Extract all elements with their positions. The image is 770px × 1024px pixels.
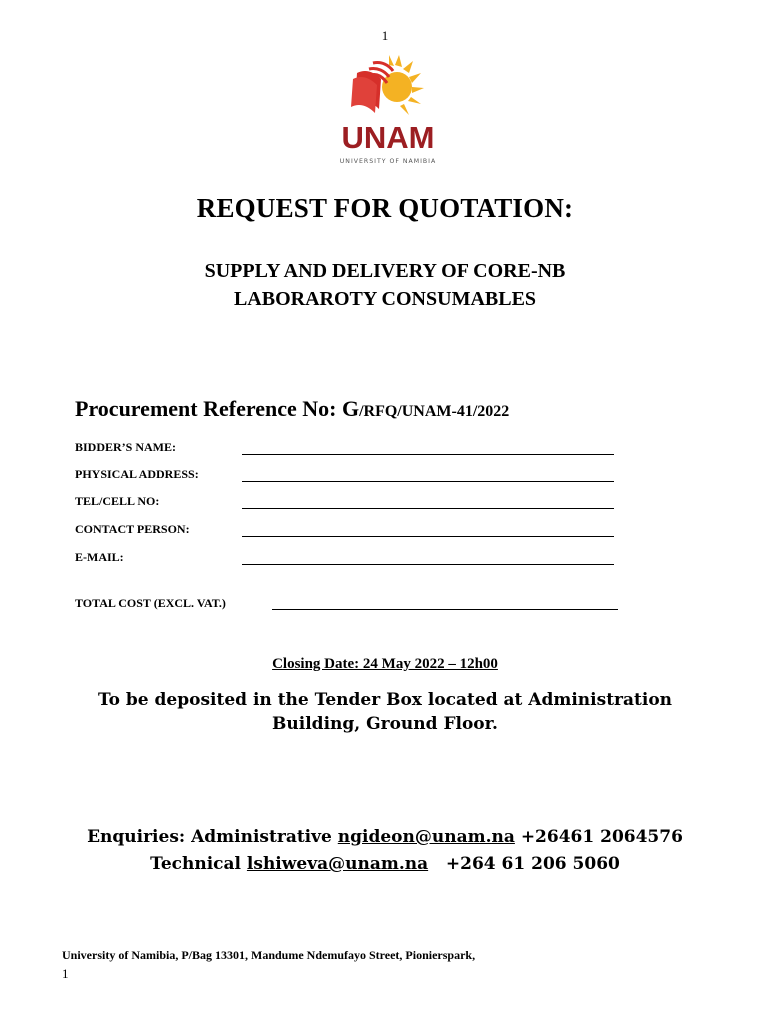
admin-phone: +26461 2064576: [520, 827, 683, 847]
deposit-instructions: [0, 688, 770, 736]
document-subtitle: [0, 257, 770, 313]
procurement-reference-code: /RFQ/UNAM-41/2022: [359, 403, 510, 420]
logo-name: UNAM: [341, 120, 435, 155]
unam-emblem-icon: [333, 55, 443, 167]
deposit-line-2: Building, Ground Floor.: [272, 714, 498, 734]
enquiries-tech-line: [0, 851, 770, 878]
tel-cell-line[interactable]: [242, 507, 614, 509]
closing-date-text: Closing Date: 24 May 2022 – 12h00: [272, 656, 498, 672]
email-line[interactable]: [242, 563, 614, 565]
tech-phone: +264 61 206 5060: [445, 854, 620, 874]
page-number-top: 1: [381, 28, 389, 43]
subtitle-line-2: LABORAROTY CONSUMABLES: [233, 288, 537, 310]
footer-address: University of Namibia, P/Bag 13301, Mandume Ndemufayo Street, Pionierspark,: [62, 948, 476, 962]
physical-address-label: PHYSICAL ADDRESS:: [75, 467, 199, 481]
email-label: E-MAIL:: [75, 550, 124, 564]
bidder-name-label: BIDDER’S NAME:: [75, 440, 177, 454]
tel-cell-label: TEL/CELL NO:: [75, 494, 160, 508]
unam-logo: [333, 55, 443, 167]
page-number-bottom: 1: [62, 966, 69, 981]
total-cost-label: TOTAL COST (EXCL. VAT.): [75, 596, 226, 610]
closing-date: [0, 656, 770, 673]
enquiries-tech-label: Technical: [150, 854, 241, 874]
bidder-name-line[interactable]: [242, 453, 614, 455]
enquiries: [0, 824, 770, 878]
deposit-line-1: To be deposited in the Tender Box located at Administration: [97, 690, 673, 710]
admin-email-link[interactable]: ngideon@unam.na: [337, 827, 515, 847]
physical-address-line[interactable]: [242, 480, 614, 482]
contact-person-label: CONTACT PERSON:: [75, 522, 190, 536]
document-title: REQUEST FOR QUOTATION:: [196, 193, 574, 223]
enquiries-admin-label: Enquiries: Administrative: [87, 827, 332, 847]
subtitle-line-1: SUPPLY AND DELIVERY OF CORE-NB: [204, 260, 566, 282]
contact-person-line[interactable]: [242, 535, 614, 537]
tech-email-link[interactable]: lshiweva@unam.na: [246, 854, 429, 874]
logo-subtext: UNIVERSITY OF NAMIBIA: [339, 158, 437, 165]
procurement-reference: [75, 396, 509, 422]
enquiries-admin-line: [0, 824, 770, 851]
procurement-reference-label: Procurement Reference No: G: [75, 396, 360, 421]
total-cost-line[interactable]: [272, 608, 618, 610]
